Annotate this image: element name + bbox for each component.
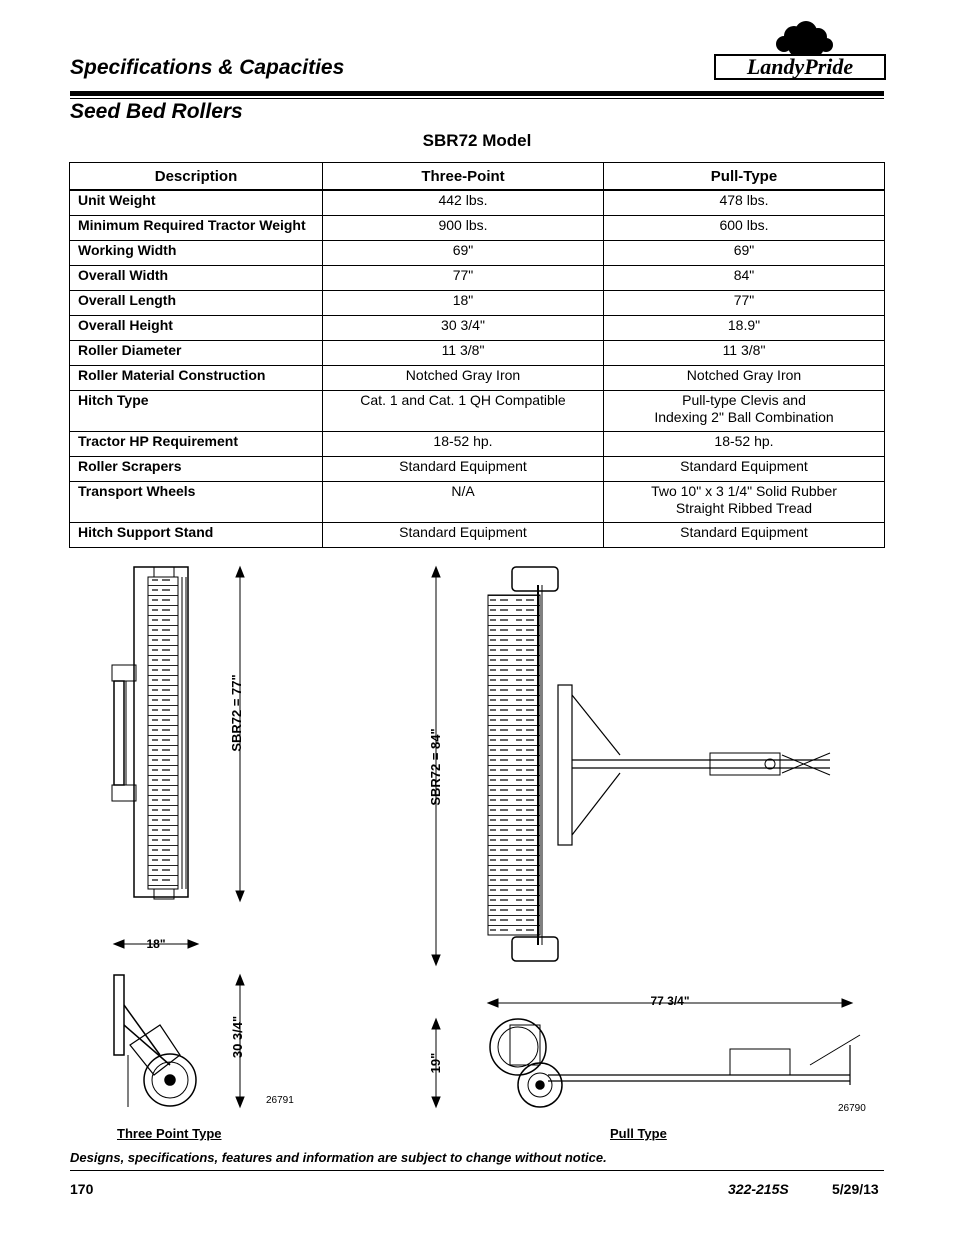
table-row (70, 391, 885, 432)
three-point-fig-number: 26791 (266, 1095, 294, 1106)
table-row (70, 366, 885, 391)
row-pull-type: Standard Equipment (604, 457, 885, 482)
row-three-point: 18-52 hp. (323, 432, 604, 457)
table-row (70, 482, 885, 523)
row-three-point: 18" (323, 291, 604, 316)
row-three-point: 69" (323, 241, 604, 266)
table-row (70, 316, 885, 341)
row-three-point: Cat. 1 and Cat. 1 QH Compatible (323, 391, 604, 432)
row-three-point: 442 lbs. (323, 190, 604, 216)
table-row (70, 457, 885, 482)
row-three-point: 11 3/8" (323, 341, 604, 366)
row-pull-type-line1: Pull-type Clevis and (682, 392, 806, 408)
row-desc: Hitch Support Stand (70, 523, 323, 548)
table-row (70, 341, 885, 366)
row-three-point: 900 lbs. (323, 216, 604, 241)
document-number: 322-215S (728, 1181, 789, 1197)
table-header-row (70, 163, 885, 191)
document-date: 5/29/13 (832, 1181, 879, 1197)
table-row (70, 432, 885, 457)
row-three-point: N/A (323, 482, 604, 523)
caption-pull-type: Pull Type (610, 1126, 667, 1141)
row-pull-type (604, 482, 885, 523)
row-desc: Overall Length (70, 291, 323, 316)
table-row (70, 216, 885, 241)
row-desc: Overall Height (70, 316, 323, 341)
row-pull-type: 77" (604, 291, 885, 316)
row-desc: Working Width (70, 241, 323, 266)
row-pull-type-line2: Indexing 2" Ball Combination (654, 409, 834, 425)
row-pull-type: 84" (604, 266, 885, 291)
page-header-title: Specifications & Capacities (70, 56, 345, 79)
row-desc: Roller Scrapers (70, 457, 323, 482)
row-pull-type: Notched Gray Iron (604, 366, 885, 391)
pull-height-label: 19" (428, 1052, 443, 1074)
disclaimer-text: Designs, specifications, features and information are subject to change without notice. (70, 1150, 607, 1165)
table-row (70, 190, 885, 216)
row-three-point: 30 3/4" (323, 316, 604, 341)
row-pull-type: 69" (604, 241, 885, 266)
row-desc: Roller Material Construction (70, 366, 323, 391)
col-header-pull-type: Pull-Type (604, 163, 885, 191)
row-desc: Tractor HP Requirement (70, 432, 323, 457)
caption-three-point: Three Point Type (117, 1126, 222, 1141)
three-point-width-label: SBR72 = 77" (229, 674, 244, 752)
dimension-drawings (70, 555, 884, 1125)
row-pull-type: 18.9" (604, 316, 885, 341)
svg-text:LandyPride: LandyPride (746, 54, 854, 79)
col-header-description: Description (70, 163, 323, 191)
row-pull-type: 600 lbs. (604, 216, 885, 241)
header-rule-thin (70, 98, 884, 99)
col-header-three-point: Three-Point (323, 163, 604, 191)
row-three-point: Notched Gray Iron (323, 366, 604, 391)
pull-width-label: SBR72 = 84" (428, 728, 443, 806)
row-desc: Overall Width (70, 266, 323, 291)
row-pull-type: 18-52 hp. (604, 432, 885, 457)
row-pull-type: 11 3/8" (604, 341, 885, 366)
row-pull-type-line2: Straight Ribbed Tread (675, 500, 813, 516)
three-point-top-view (112, 567, 188, 899)
row-desc: Roller Diameter (70, 341, 323, 366)
spec-table (69, 162, 885, 548)
footer-rule (70, 1170, 884, 1171)
pull-length-label: 77 3/4" (650, 994, 690, 1008)
row-desc: Transport Wheels (70, 482, 323, 523)
row-desc: Unit Weight (70, 190, 323, 216)
section-title: Seed Bed Rollers (70, 100, 243, 123)
row-desc: Hitch Type (70, 391, 323, 432)
model-title: SBR72 Model (422, 131, 532, 150)
row-pull-type (604, 391, 885, 432)
table-row (70, 291, 885, 316)
three-point-length-label: 18" (146, 937, 166, 951)
row-three-point: 77" (323, 266, 604, 291)
row-desc: Minimum Required Tractor Weight (70, 216, 323, 241)
header-rule-thick (70, 91, 884, 96)
pull-side-view (490, 1019, 860, 1107)
row-three-point: Standard Equipment (323, 457, 604, 482)
page-number: 170 (70, 1181, 94, 1197)
three-point-height-label: 30 3/4" (230, 1015, 245, 1059)
pull-fig-number: 26790 (838, 1103, 866, 1114)
table-row (70, 241, 885, 266)
row-pull-type: Standard Equipment (604, 523, 885, 548)
three-point-side-view (114, 975, 196, 1107)
row-pull-type: 478 lbs. (604, 190, 885, 216)
table-row (70, 523, 885, 548)
pull-top-view (488, 567, 830, 961)
landy-pride-logo (714, 20, 886, 90)
row-three-point: Standard Equipment (323, 523, 604, 548)
table-row (70, 266, 885, 291)
row-pull-type-line1: Two 10" x 3 1/4" Solid Rubber (651, 483, 837, 499)
